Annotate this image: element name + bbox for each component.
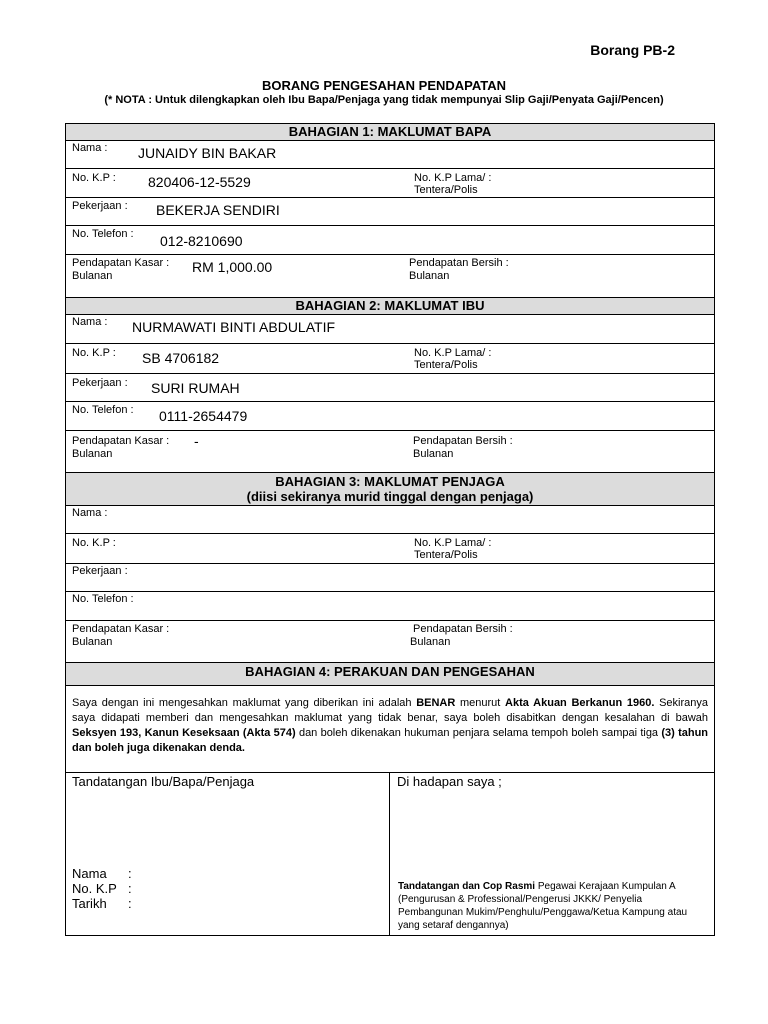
- form-title: BORANG PENGESAHAN PENDAPATAN: [261, 78, 507, 93]
- father-occupation-value[interactable]: BEKERJA SENDIRI: [156, 202, 280, 218]
- label-pendapatan-bersih: Pendapatan Bersih :: [413, 623, 513, 635]
- label-tentera-polis: Tentera/Polis: [414, 549, 478, 561]
- parent-signature-title: Tandatangan Ibu/Bapa/Penjaga: [72, 774, 255, 789]
- label-tentera-polis: Tentera/Polis: [414, 359, 478, 371]
- section-3-heading: [66, 473, 714, 506]
- label-pendapatan-bersih: Pendapatan Bersih :: [413, 435, 513, 447]
- mother-phone-value[interactable]: 0111-2654479: [159, 408, 248, 424]
- decl-text: menurut: [455, 697, 506, 709]
- form-note: (* NOTA : Untuk dilengkapkan oleh Ibu Bapa/Penjaga yang tidak mempunyai Slip Gaji/Penyata Gaji/Pencen): [104, 94, 664, 106]
- sig-nama-label: Nama: [72, 866, 107, 881]
- sig-kp-label: No. K.P: [72, 881, 117, 896]
- decl-text: Sekiranya saya didapati memberi dan mengesahkan maklumat yang tidak benar, saya boleh disabitkan dengan kesalahan di bawah: [72, 697, 708, 724]
- label-pendapatan-bersih: Pendapatan Bersih :: [409, 257, 509, 269]
- guardian-occupation-row[interactable]: [66, 564, 714, 592]
- guardian-income-row[interactable]: [66, 621, 714, 663]
- label-kp-lama: No. K.P Lama/ :: [414, 537, 492, 549]
- label-pekerjaan: Pekerjaan :: [72, 200, 128, 212]
- father-name-value[interactable]: JUNAIDY BIN BAKAR: [138, 145, 277, 161]
- label-bulanan: Bulanan: [410, 636, 451, 648]
- label-nama: Nama :: [72, 142, 108, 154]
- father-gross-income-value[interactable]: RM 1,000.00: [192, 259, 273, 275]
- witness-signature-box[interactable]: [390, 773, 714, 935]
- mother-income-row[interactable]: [66, 431, 714, 473]
- label-kp: No. K.P :: [72, 172, 116, 184]
- label-nama: Nama :: [72, 316, 108, 328]
- decl-act: Akta Akuan Berkanun 1960.: [505, 697, 655, 709]
- section-1-heading: BAHAGIAN 1: MAKLUMAT BAPA: [66, 124, 714, 141]
- label-pendapatan-kasar: Pendapatan Kasar :: [72, 257, 170, 269]
- label-kp: No. K.P :: [72, 347, 116, 359]
- section-2-heading: BAHAGIAN 2: MAKLUMAT IBU: [66, 298, 714, 315]
- mother-name-row[interactable]: [66, 315, 714, 344]
- sig-nama-line[interactable]: [72, 866, 132, 881]
- father-phone-row[interactable]: [66, 226, 714, 255]
- official-stamp-note: [398, 880, 708, 932]
- label-tentera-polis: Tentera/Polis: [414, 184, 478, 196]
- mother-occupation-value[interactable]: SURI RUMAH: [151, 380, 240, 396]
- label-telefon: No. Telefon :: [72, 593, 134, 605]
- guardian-ic-row[interactable]: [66, 534, 714, 564]
- label-pekerjaan: Pekerjaan :: [72, 565, 128, 577]
- label-pekerjaan: Pekerjaan :: [72, 377, 128, 389]
- sig-colon: :: [128, 881, 132, 896]
- decl-text: Saya dengan ini mengesahkan maklumat yang diberikan ini adalah: [72, 697, 417, 709]
- parent-signature-box[interactable]: [66, 773, 390, 935]
- mother-ic-value[interactable]: SB 4706182: [142, 350, 220, 366]
- guardian-name-row[interactable]: [66, 506, 714, 534]
- sig-kp-line[interactable]: [72, 881, 132, 896]
- section-3-subtitle: (diisi sekiranya murid tinggal dengan penjaga): [246, 489, 534, 504]
- label-telefon: No. Telefon :: [72, 404, 134, 416]
- witness-signature-title: Di hadapan saya ;: [397, 774, 502, 789]
- signature-area: [66, 772, 714, 935]
- mother-name-value[interactable]: NURMAWATI BINTI ABDULATIF: [132, 319, 336, 335]
- label-pendapatan-kasar: Pendapatan Kasar :: [72, 623, 170, 635]
- decl-section: Seksyen 193, Kanun Keseksaan (Akta 574): [72, 727, 296, 739]
- decl-text: dan boleh dikenakan hukuman penjara selama tempoh boleh sampai tiga: [295, 727, 662, 739]
- label-kp: No. K.P :: [72, 537, 116, 549]
- father-ic-value[interactable]: 820406-12-5529: [148, 174, 251, 190]
- decl-penalty: (3) tahun dan boleh juga dikenakan denda.: [72, 727, 709, 754]
- section-3-title: BAHAGIAN 3: MAKLUMAT PENJAGA: [275, 474, 505, 489]
- father-ic-row[interactable]: [66, 169, 714, 198]
- father-phone-value[interactable]: 012-8210690: [160, 233, 243, 249]
- section-4-heading: BAHAGIAN 4: PERAKUAN DAN PENGESAHAN: [66, 663, 714, 686]
- sig-colon: :: [128, 866, 132, 881]
- label-kp-lama: No. K.P Lama/ :: [414, 347, 492, 359]
- mother-ic-row[interactable]: [66, 344, 714, 374]
- father-income-row[interactable]: [66, 255, 714, 298]
- label-bulanan: Bulanan: [72, 636, 113, 648]
- form-code: Borang PB-2: [590, 42, 675, 58]
- label-nama: Nama :: [72, 507, 108, 519]
- sig-tarikh-line[interactable]: [72, 896, 132, 911]
- label-kp-lama: No. K.P Lama/ :: [414, 172, 492, 184]
- label-pendapatan-kasar: Pendapatan Kasar :: [72, 435, 170, 447]
- official-text: Pegawai Kerajaan Kumpulan A (Pengurusan & Professional/Pengerusi JKKK/ Penyelia Pembangunan Mukim/Penghulu/Penggawa/Ketua Kampung atau yang setaraf dengannya): [398, 881, 688, 931]
- decl-benar: BENAR: [416, 697, 456, 709]
- mother-occupation-row[interactable]: [66, 374, 714, 402]
- father-occupation-row[interactable]: [66, 198, 714, 226]
- mother-gross-income-value[interactable]: -: [194, 433, 199, 449]
- label-bulanan: Bulanan: [413, 448, 454, 460]
- label-bulanan: Bulanan: [72, 448, 113, 460]
- income-verification-form: [65, 123, 715, 936]
- label-bulanan: Bulanan: [72, 270, 113, 282]
- father-name-row[interactable]: [66, 141, 714, 169]
- declaration-text: [66, 686, 714, 772]
- mother-phone-row[interactable]: [66, 402, 714, 431]
- guardian-phone-row[interactable]: [66, 592, 714, 621]
- label-telefon: No. Telefon :: [72, 228, 134, 240]
- sig-tarikh-label: Tarikh: [72, 896, 107, 911]
- official-bold: Tandatangan dan Cop Rasmi: [398, 881, 536, 892]
- label-bulanan: Bulanan: [409, 270, 450, 282]
- sig-colon: :: [128, 896, 132, 911]
